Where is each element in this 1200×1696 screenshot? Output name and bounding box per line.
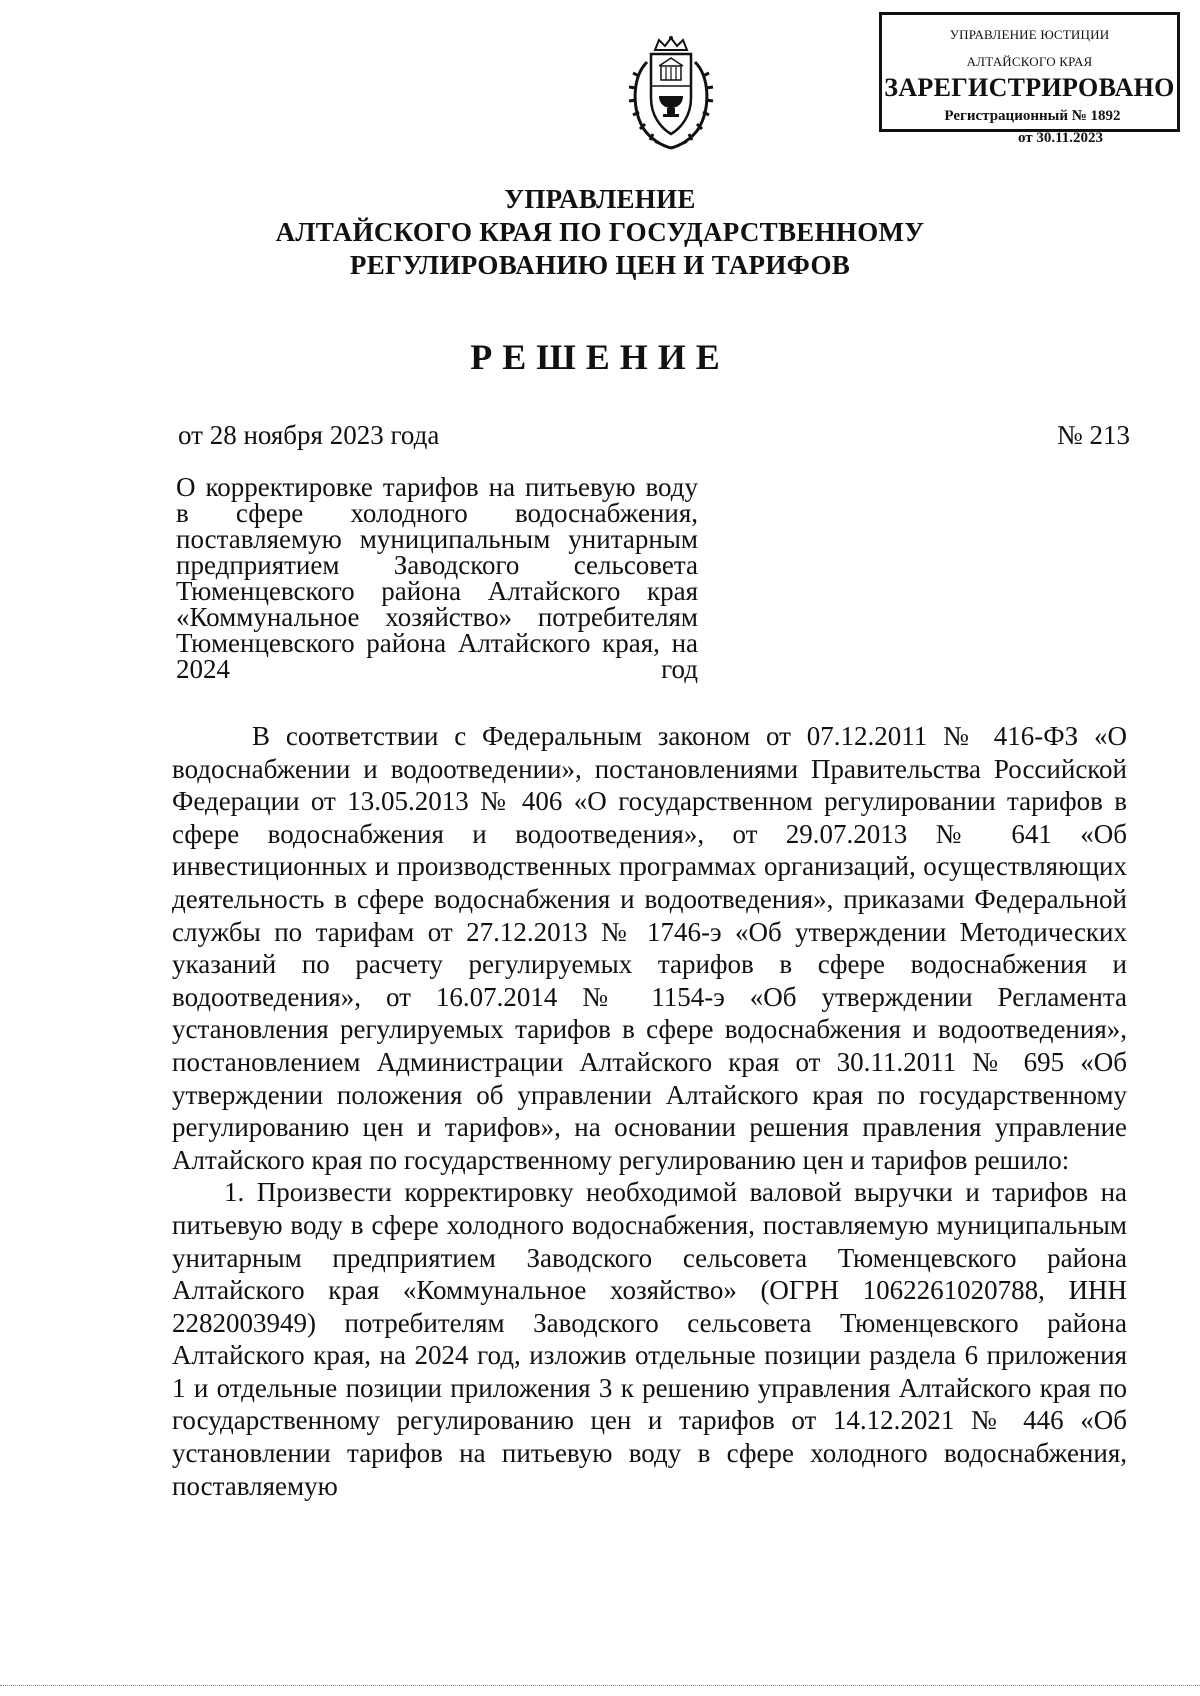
page-bottom-rule: [0, 1685, 1200, 1686]
agency-name: [0, 183, 1200, 282]
altai-krai-coat-of-arms-icon: [625, 36, 717, 154]
stamp-reg-date: от 30.11.2023: [1017, 130, 1104, 146]
stamp-org-line2: АЛТАЙСКОГО КРАЯ: [966, 54, 1093, 69]
stamp-org-line1: УПРАВЛЕНИЕ ЮСТИЦИИ: [949, 27, 1110, 42]
stamp-reg-number: Регистрационный № 1892: [944, 108, 1121, 124]
document-date: от 28 ноября 2023 года: [178, 420, 440, 450]
document-number: № 213: [1056, 420, 1130, 450]
agency-name-line2: АЛТАЙСКОГО КРАЯ ПО ГОСУДАРСТВЕННОМУ: [275, 217, 925, 247]
document-body: [172, 720, 1127, 1502]
agency-name-line1: УПРАВЛЕНИЕ: [504, 184, 696, 214]
registration-stamp: [879, 12, 1180, 146]
stamp-status: ЗАРЕГИСТРИРОВАНО: [884, 73, 1175, 102]
document-type-title: РЕШЕНИЕ: [470, 337, 730, 377]
agency-name-line3: РЕГУЛИРОВАНИЮ ЦЕН И ТАРИФОВ: [349, 250, 851, 280]
document-subject: О корректировке тарифов на питьевую воду в сфере холодного водоснабжения, поставляемую муниципальным унитарным предприятием Заводского сельсовета Тюменцевского района Алтайского края «Коммунальное хозяйство» потребителям Тюменцевского района Алтайского края, на 2024 год: [176, 472, 698, 684]
preamble-paragraph: В соответствии с Федеральным законом от 07.12.2011 № 416-ФЗ «О водоснабжении и водоотведении», постановлениями Правительства Российской Федерации от 13.05.2013 № 406 «О государственном регулировании тарифов в сфере водоснабжения и водоотведения», от 29.07.2013 № 641 «Об инвестиционных и производственных программах организаций, осуществляющих деятельность в сфере водоснабжения и водоотведения», приказами Федеральной службы по тарифам от 27.12.2013 № 1746-э «Об утверждении Методических указаний по расчету регулируемых тарифов в сфере водоснабжения и водоотведения», от 16.07.2014 № 1154-э «Об утверждении Регламента установления регулируемых тарифов в сфере водоснабжения и водоотведения», постановлением Администрации Алтайского края от 30.11.2011 № 695 «Об утверждении положения об управлении Алтайского края по государственному регулированию цен и тарифов», на основании решения правления управление Алтайского края по государственному регулированию цен и тарифов решило:: [172, 721, 1127, 1175]
item-1-paragraph: 1. Произвести корректировку необходимой валовой выручки и тарифов на питьевую воду в сфере холодного водоснабжения, поставляемую муниципальным унитарным предприятием Заводского сельсовета Тюменцевского района Алтайского края «Коммунальное хозяйство» (ОГРН 1062261020788, ИНН 2282003949) потребителям Заводского сельсовета Тюменцевского района Алтайского края, на 2024 год, изложив отдельные позиции раздела 6 приложения 1 и отдельные позиции приложения 3 к решению управления Алтайского края по государственному регулированию цен и тарифов от 14.12.2021 № 446 «Об установлении тарифов на питьевую воду в сфере холодного водоснабжения, поставляемую: [172, 1177, 1127, 1501]
